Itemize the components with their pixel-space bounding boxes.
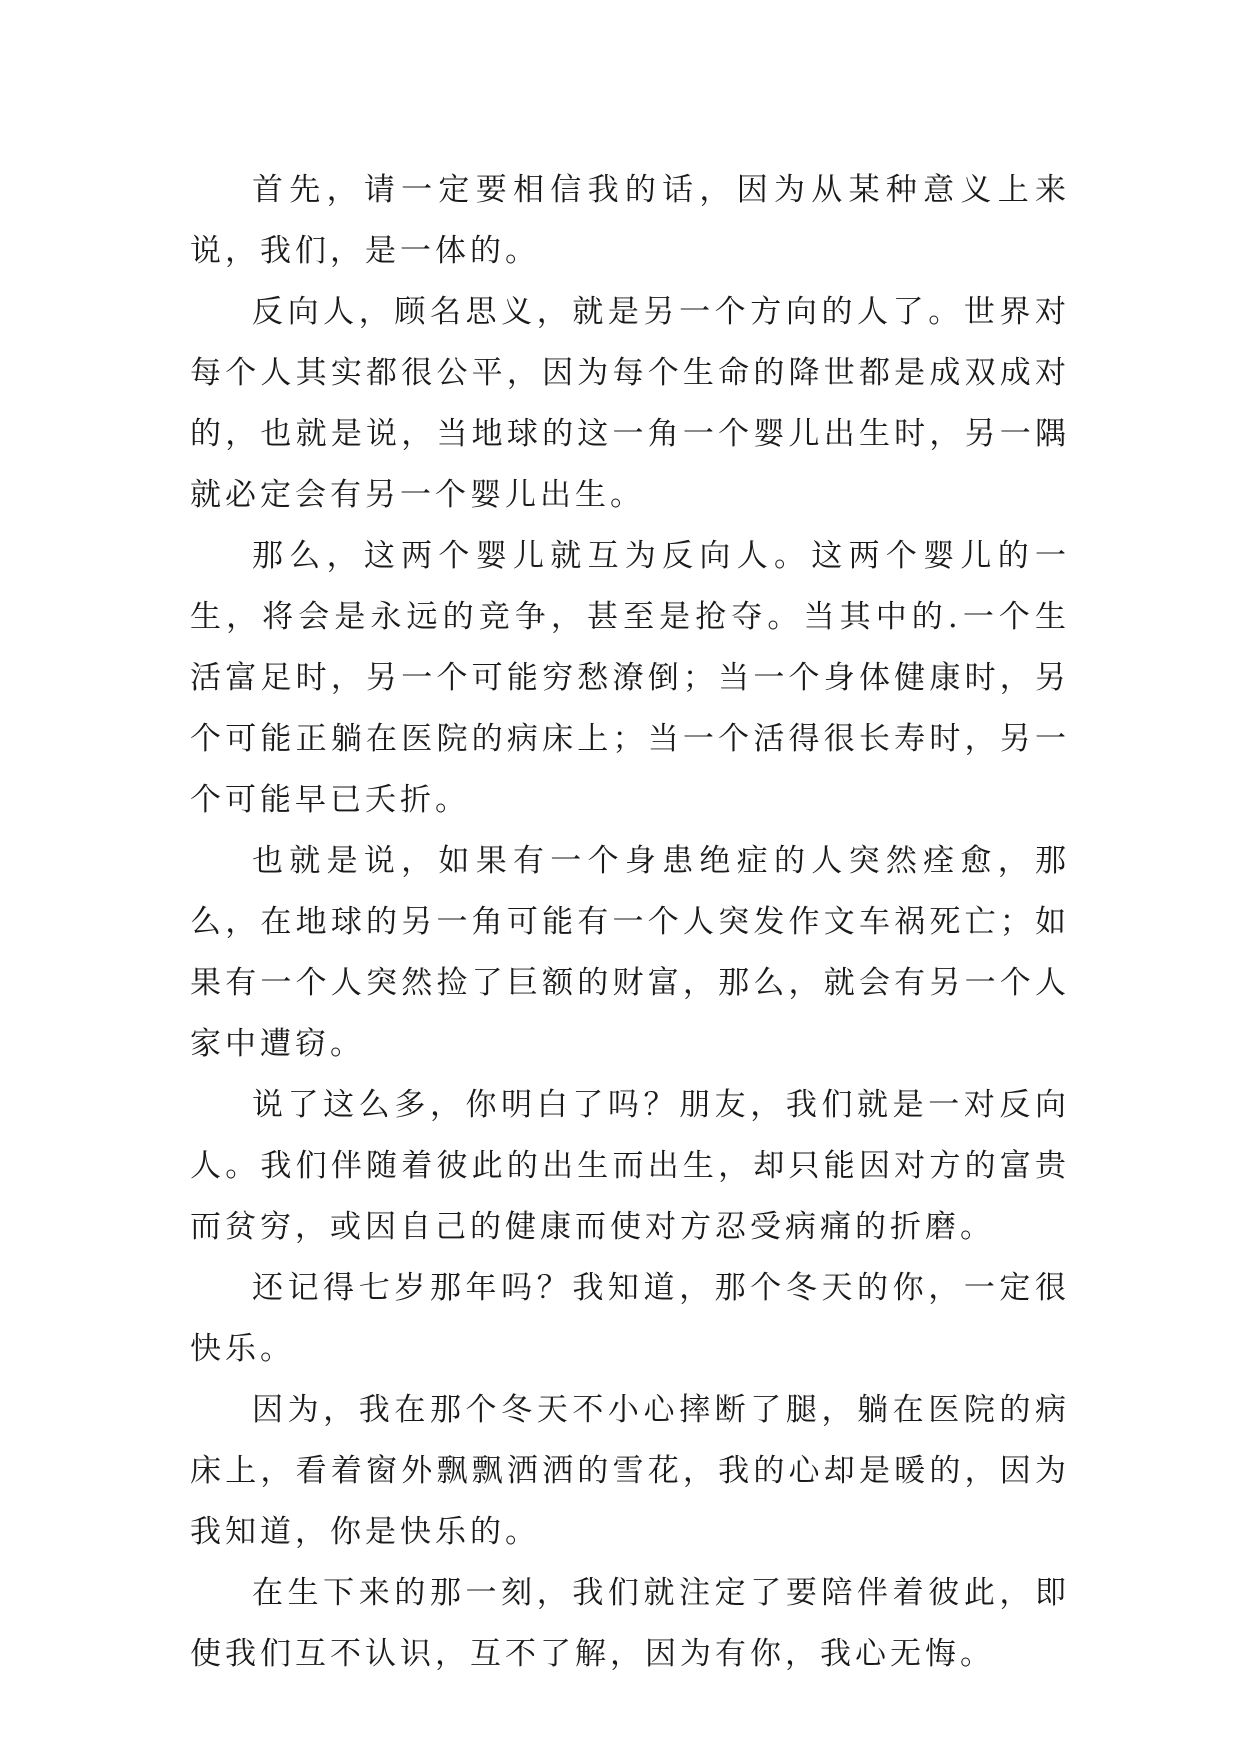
- paragraph-5: 说了这么多，你明白了吗？朋友，我们就是一对反向人。我们伴随着彼此的出生而出生，却只能因对方的富贵而贫穷，或因自己的健康而使对方忍受病痛的折磨。: [190, 1087, 1070, 1245]
- paragraph-2: 反向人，顾名思义，就是另一个方向的人了。世界对每个人其实都很公平，因为每个生命的降世都是成双成对的，也就是说，当地球的这一角一个婴儿出生时，另一隅就必定会有另一个婴儿出生。: [190, 294, 1070, 513]
- paragraph-3: 那么，这两个婴儿就互为反向人。这两个婴儿的一生，将会是永远的竞争，甚至是抢夺。当其中的.一个生活富足时，另一个可能穷愁潦倒；当一个身体健康时，另个可能正躺在医院的病床上；当一个活得很长寿时，另一个可能早已夭折。: [190, 538, 1070, 818]
- paragraph-6: 还记得七岁那年吗？我知道，那个冬天的你，一定很快乐。: [190, 1270, 1070, 1367]
- paragraph-1: 首先，请一定要相信我的话，因为从某种意义上来说，我们，是一体的。: [190, 172, 1070, 269]
- paragraph-4: 也就是说，如果有一个身患绝症的人突然痊愈，那么，在地球的另一角可能有一个人突发作文车祸死亡；如果有一个人突然捡了巨额的财富，那么，就会有另一个人家中遭窃。: [190, 843, 1070, 1062]
- paragraph-8: 在生下来的那一刻，我们就注定了要陪伴着彼此，即使我们互不认识，互不了解，因为有你，我心无悔。: [190, 1575, 1070, 1672]
- document-body: [190, 160, 1070, 1685]
- paragraph-7: 因为，我在那个冬天不小心摔断了腿，躺在医院的病床上，看着窗外飘飘洒洒的雪花，我的心却是暖的，因为我知道，你是快乐的。: [190, 1392, 1070, 1550]
